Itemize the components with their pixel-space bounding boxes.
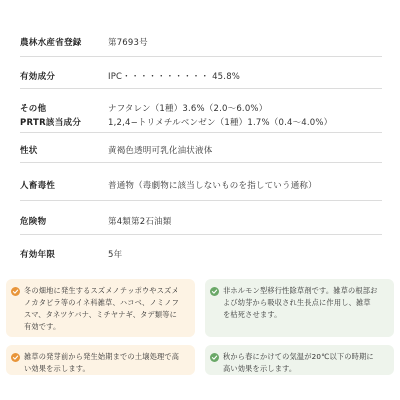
feature-card: [6, 279, 195, 337]
text-line: 非ホルモン型移行性除草剤です。雑草の根部お: [223, 286, 378, 295]
text-line: 高い効果を示します。: [223, 364, 297, 373]
spec-label: 農林水産省登録: [20, 38, 82, 48]
text-line: 有効です。: [24, 322, 61, 331]
spec-label: PRTR該当成分: [20, 118, 82, 128]
feature-card-text: [223, 351, 384, 375]
text-line: 冬の畑地に発生するスズメノテッポウやスズメ: [24, 286, 179, 295]
text-line: よび幼芽から吸収され生長点に作用し、雑草: [223, 298, 371, 307]
text-line: い効果を示します。: [24, 364, 90, 373]
spec-value: IPC・・・・・・・・・・ 45.8%: [108, 72, 241, 82]
spec-row-shelf-life: [20, 234, 382, 264]
text-line: 雑草の発芽前から発生始期までの土壌処理で高: [24, 352, 180, 361]
feature-card-text: [223, 285, 384, 321]
check-icon: [11, 287, 20, 296]
feature-card: [6, 345, 195, 375]
spec-value: 黄褐色透明可乳化油状液体: [108, 146, 213, 156]
spec-value: 第7693号: [108, 38, 148, 48]
spec-row-other-prtr: [20, 88, 382, 133]
spec-row-properties: [20, 132, 382, 163]
spec-label: その他: [20, 104, 47, 114]
spec-value: 5年: [108, 250, 123, 260]
spec-row-toxicity: [20, 162, 382, 201]
check-icon: [210, 287, 219, 296]
feature-card: [205, 345, 394, 375]
feature-card-text: [24, 351, 185, 375]
spec-label: 人畜毒性: [20, 181, 56, 191]
spec-value: ナフタレン（1種）3.6%（2.0〜6.0%）: [108, 104, 268, 114]
spec-row-registration: [20, 26, 382, 57]
text-line: を枯死させます。: [223, 310, 282, 319]
text-line: 秋から春にかけての気温が20℃以下の時期に: [223, 352, 374, 361]
spec-row-hazard: [20, 200, 382, 235]
spec-value: 第4類第2石油類: [108, 217, 172, 227]
spec-label: 有効年限: [20, 250, 56, 260]
spec-value: 1,2,4−トリメチルベンゼン（1種）1.7%（0.4〜4.0%）: [108, 118, 333, 128]
spec-row-active-ingredient: [20, 56, 382, 89]
check-icon: [11, 353, 20, 362]
spec-label: 危険物: [20, 217, 47, 227]
spec-label: 性状: [20, 146, 38, 156]
spec-value: 普通物（毒劇物に該当しないものを指していう通称）: [108, 181, 317, 191]
feature-card-text: [24, 285, 185, 333]
text-line: スマ、タネツケバナ、ミチヤナギ、タデ類等に: [24, 310, 178, 319]
check-icon: [210, 353, 219, 362]
spec-label: 有効成分: [20, 72, 56, 82]
text-line: ノカタビラ等のイネ科雑草、ハコベ、ノミノフ: [24, 298, 179, 307]
feature-card: [205, 279, 394, 337]
